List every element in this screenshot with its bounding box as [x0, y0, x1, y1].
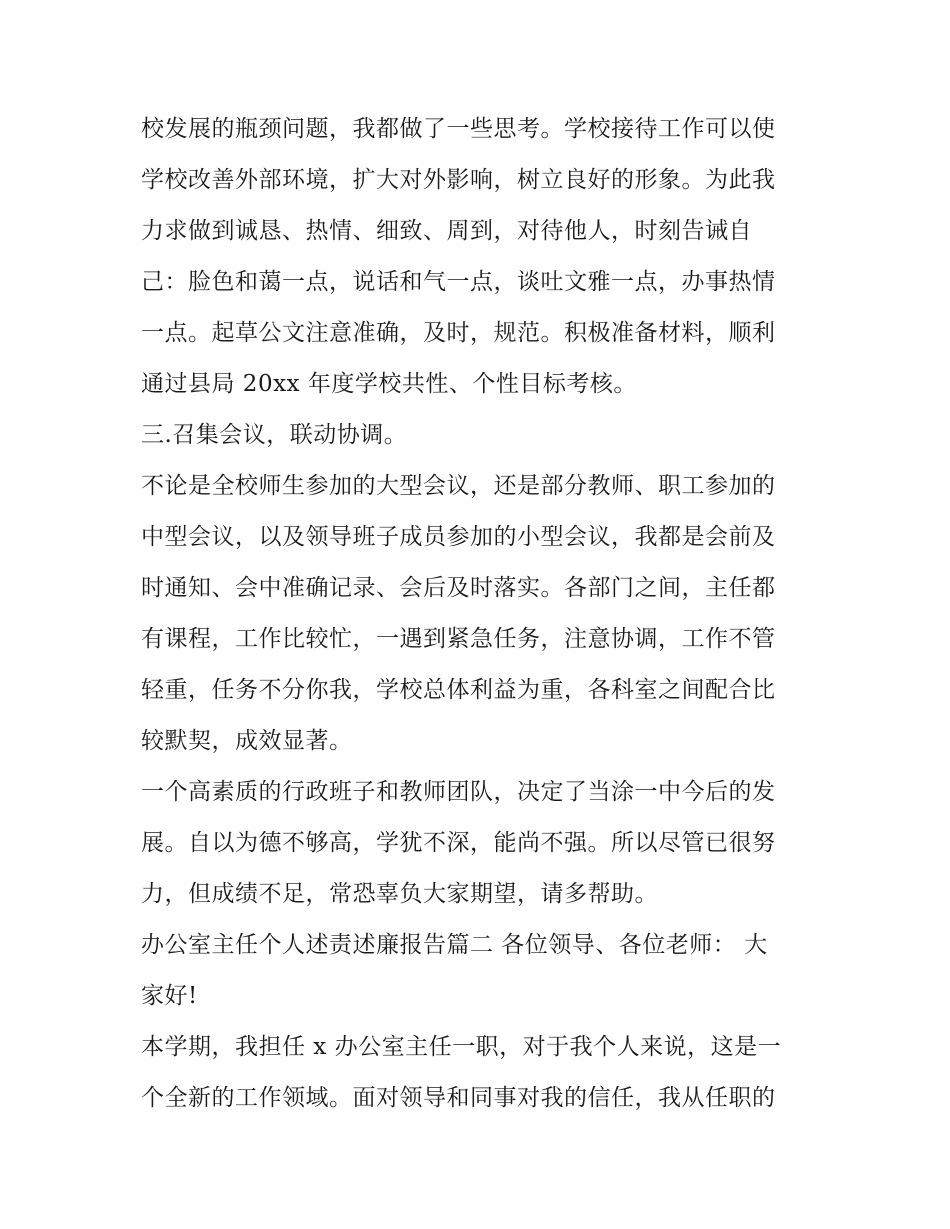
- text-line: 一点。起草公文注意准确，及时，规范。积极准备材料，顺利: [141, 320, 776, 346]
- text-line: 校发展的瓶颈问题，我都做了一些思考。学校接待工作可以使: [141, 116, 776, 142]
- report-title-line: 办公室主任个人述责述廉报告篇二 各位领导、各位老师： 大: [141, 932, 768, 958]
- text-line: 有课程，工作比较忙，一遇到紧急任务，注意协调，工作不管: [141, 626, 776, 652]
- text-line: 本学期，我担任 x 办公室主任一职，对于我个人来说，这是一: [141, 1034, 782, 1060]
- text-line: 展。自以为德不够高，学犹不深，能尚不强。所以尽管已很努: [141, 830, 776, 856]
- text-line: 轻重，任务不分你我，学校总体利益为重，各科室之间配合比: [141, 677, 776, 703]
- text-line: 较默契，成效显著。: [141, 728, 353, 754]
- text-line: 通过县局 20xx 年度学校共性、个性目标考核。: [141, 371, 637, 397]
- text-line: 中型会议，以及领导班子成员参加的小型会议，我都是会前及: [141, 524, 776, 550]
- text-line: 己：脸色和蔼一点，说话和气一点，谈吐文雅一点，办事热情: [141, 269, 776, 295]
- text-line: 一个高素质的行政班子和教师团队，决定了当涂一中今后的发: [141, 779, 776, 805]
- greeting-line: 家好!: [141, 983, 198, 1009]
- text-line: 学校改善外部环境，扩大对外影响，树立良好的形象。为此我: [141, 167, 776, 193]
- text-line: 不论是全校师生参加的大型会议，还是部分教师、职工参加的: [141, 473, 776, 499]
- text-line: 时通知、会中准确记录、会后及时落实。各部门之间，主任都: [141, 575, 776, 601]
- text-line: 个全新的工作领域。面对领导和同事对我的信任，我从任职的: [141, 1085, 776, 1111]
- document-body: [141, 104, 821, 1124]
- section-heading: 三.召集会议，联动协调。: [141, 422, 408, 448]
- text-line: 力，但成绩不足，常恐辜负大家期望，请多帮助。: [141, 881, 658, 907]
- text-line: 力求做到诚恳、热情、细致、周到，对待他人，时刻告诫自: [141, 218, 752, 244]
